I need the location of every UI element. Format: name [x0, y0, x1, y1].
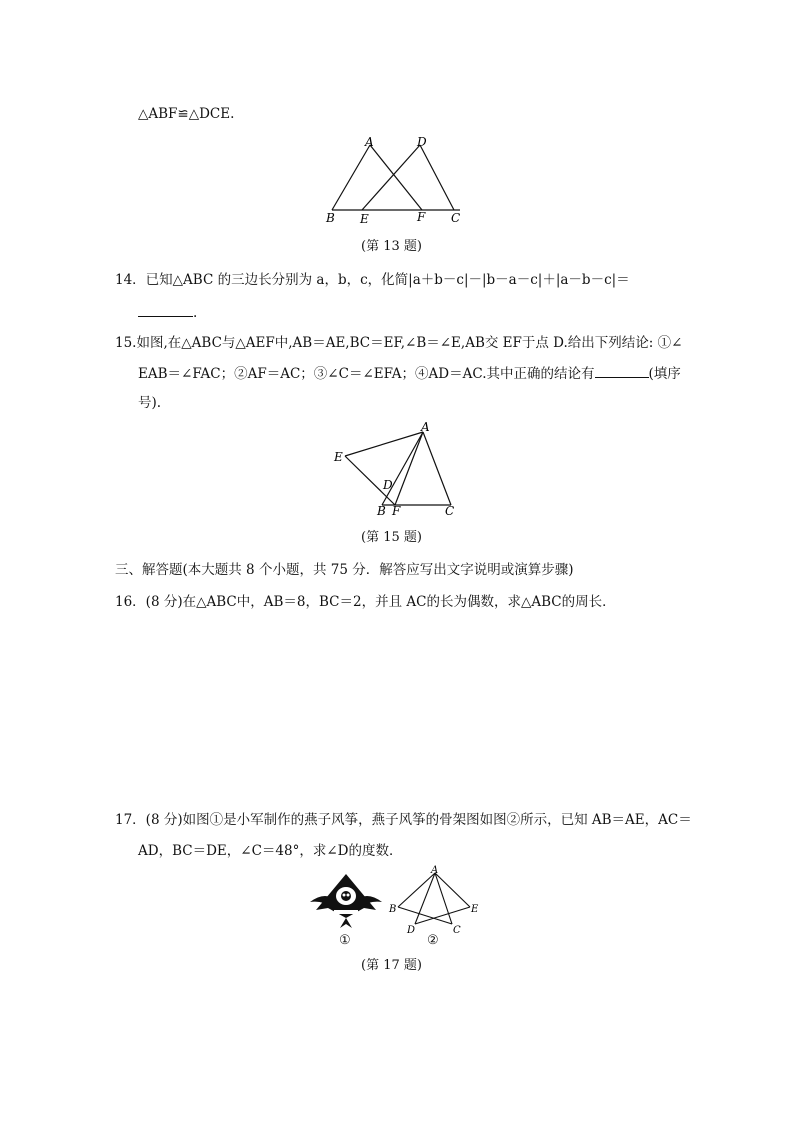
fig15-lines [345, 432, 451, 505]
figure-15 [330, 418, 465, 518]
fig17-label-c: C [453, 925, 461, 936]
fig17-caption: (第 17 题) [361, 958, 422, 973]
fig17-label-b: B [389, 904, 397, 915]
section-3-heading: 三、解答题(本大题共 8 个小题，共 75 分．解答应写出文字说明或演算步骤) [115, 562, 574, 578]
q14-line2 [138, 302, 197, 323]
fig13-label-b: B [326, 211, 335, 225]
fig13-label-d: D [417, 135, 427, 149]
fig13-label-a: A [365, 135, 374, 149]
figure-13 [320, 130, 470, 230]
q14-answer-blank[interactable] [138, 302, 193, 317]
fig17-label-d: D [407, 925, 416, 936]
fig15-label-f: F [392, 504, 401, 518]
fig17-sublabel-2: ② [427, 933, 439, 948]
q15-answer-blank[interactable] [595, 363, 649, 378]
q16-text: 16．(8 分)在△ABC中，AB＝8，BC＝2，并且 AC的长为偶数，求△ABC的周长． [115, 594, 616, 610]
kite-image [306, 870, 386, 930]
fig17-sublabel-1: ① [339, 933, 351, 948]
fig15-label-a: A [421, 420, 430, 434]
q15-line2-text: EAB＝∠FAC；②AF＝AC；③∠C＝∠EFA；④AD＝AC.其中正确的结论有 [138, 366, 595, 382]
q17-line1: 17．(8 分)如图①是小军制作的燕子风筝，燕子风筝的骨架图如图②所示，已知 AB＝AE，AC＝ [115, 812, 692, 828]
fig17-label-e: E [471, 904, 479, 915]
fig15-caption: (第 15 题) [361, 530, 422, 545]
fig13-lines [332, 145, 460, 210]
fig13-label-c: C [451, 211, 461, 225]
fig15-label-b: B [377, 504, 386, 518]
fig17-label-a: A [431, 865, 439, 876]
fig13-caption: (第 13 题) [361, 239, 422, 254]
q14-line1: 14．已知△ABC 的三边长分别为 a，b，c，化简|a＋b－c|－|b－a－c|＋|a－b－c|＝ [115, 272, 630, 288]
fig17-lines [398, 873, 470, 924]
q15-line1: 15.如图,在△ABC与△AEF中,AB＝AE,BC＝EF,∠B＝∠E,AB交 EF于点 D.给出下列结论: ①∠ [115, 335, 683, 351]
fig15-label-d: D [383, 478, 393, 492]
fig15-label-c: C [445, 504, 455, 518]
figure-17-skeleton [386, 862, 486, 940]
fig13-label-e: E [360, 212, 369, 226]
q15-line2-tail: (填序 [648, 366, 681, 382]
fig15-label-e: E [334, 450, 343, 464]
q17-line2: AD，BC＝DE，∠C＝48°，求∠D的度数． [138, 843, 403, 859]
fig13-label-f: F [417, 210, 426, 224]
q15-line3: 号). [138, 395, 162, 411]
q14-period: . [193, 305, 198, 321]
q13-conclusion: △ABF≌△DCE. [138, 106, 235, 122]
q15-line2 [138, 363, 681, 384]
